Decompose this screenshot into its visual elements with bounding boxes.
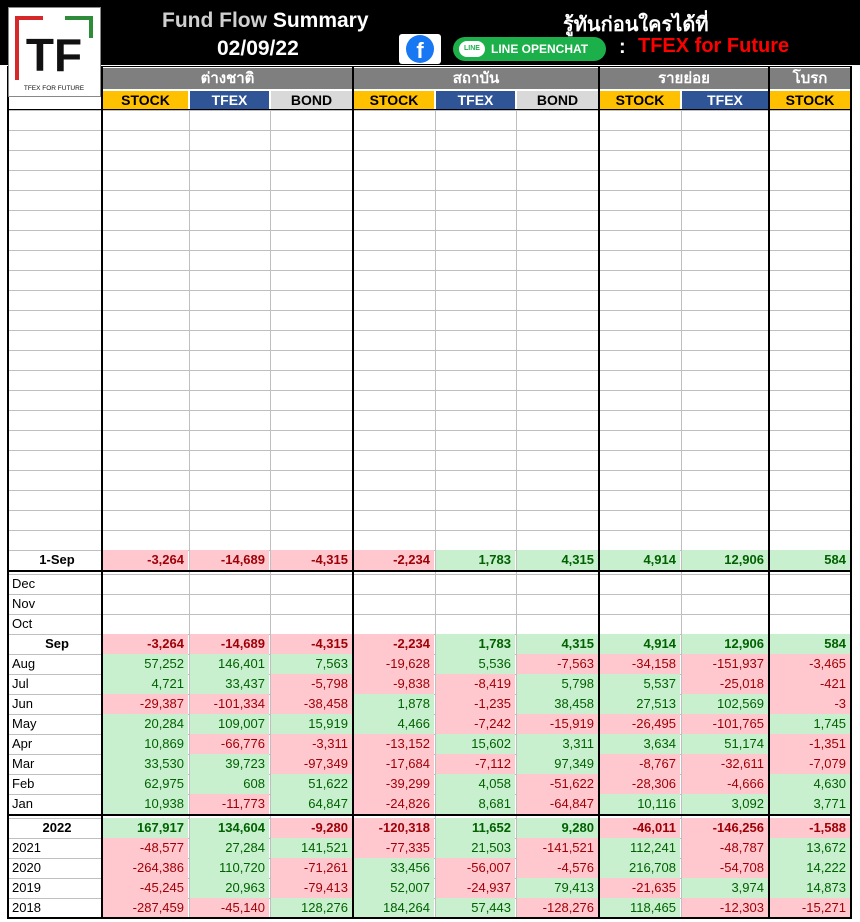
data-cell	[190, 614, 269, 634]
data-cell: 3,634	[600, 734, 680, 754]
data-cell: 27,513	[600, 694, 680, 714]
group-header: รายย่อย	[600, 68, 768, 89]
data-cell: 10,116	[600, 794, 680, 814]
row-label: 2021	[12, 840, 41, 855]
data-cell: -2,234	[354, 550, 434, 570]
row-label: 2018	[12, 900, 41, 915]
data-cell: 3,974	[682, 878, 768, 898]
grid-line	[9, 390, 851, 391]
data-cell: -4,315	[271, 634, 352, 654]
data-cell: 584	[770, 634, 850, 654]
row-label: Aug	[12, 656, 36, 671]
data-cell: 4,630	[770, 774, 850, 794]
row-label: Oct	[12, 616, 33, 631]
data-cell: -14,689	[190, 550, 269, 570]
section-border	[7, 814, 852, 816]
data-cell: -24,826	[354, 794, 434, 814]
data-cell: -151,937	[682, 654, 768, 674]
brand-name: TFEX for Future	[638, 35, 790, 57]
data-cell: -3,311	[271, 734, 352, 754]
data-cell	[770, 574, 850, 594]
data-cell: 38,458	[517, 694, 598, 714]
data-cell: -34,158	[600, 654, 680, 674]
data-cell: -4,576	[517, 858, 598, 878]
data-cell	[354, 614, 434, 634]
data-cell	[517, 614, 598, 634]
section-border	[101, 66, 103, 918]
data-cell: -32,611	[682, 754, 768, 774]
data-cell: -51,622	[517, 774, 598, 794]
row-label: Jun	[12, 696, 33, 711]
grid-line	[9, 150, 851, 151]
data-cell: 14,222	[770, 858, 850, 878]
data-cell: -64,847	[517, 794, 598, 814]
grid-line	[516, 110, 517, 918]
row-label: 2019	[12, 880, 41, 895]
data-cell: -120,318	[354, 818, 434, 838]
data-cell: 11,652	[436, 818, 515, 838]
data-cell: 39,723	[190, 754, 269, 774]
data-cell: 4,721	[103, 674, 188, 694]
data-cell	[103, 574, 188, 594]
data-cell: 20,963	[190, 878, 269, 898]
grid-line	[9, 170, 851, 171]
data-cell: 21,503	[436, 838, 515, 858]
data-cell: -15,271	[770, 898, 850, 918]
data-cell: -12,303	[682, 898, 768, 918]
data-cell: -29,387	[103, 694, 188, 714]
group-header: สถาบัน	[354, 68, 598, 89]
data-cell: 51,174	[682, 734, 768, 754]
data-cell: -54,708	[682, 858, 768, 878]
data-cell: 110,720	[190, 858, 269, 878]
row-label: 1-Sep	[39, 552, 75, 567]
data-cell: -45,140	[190, 898, 269, 918]
row-label: Jan	[12, 796, 33, 811]
data-cell	[600, 594, 680, 614]
grid-line	[9, 470, 851, 471]
data-cell: -21,635	[600, 878, 680, 898]
grid-line	[9, 210, 851, 211]
data-cell: -97,349	[271, 754, 352, 774]
grid-line	[435, 110, 436, 918]
column-header[interactable]: TFEX	[190, 91, 269, 109]
data-cell: -7,112	[436, 754, 515, 774]
data-cell: 4,315	[517, 550, 598, 570]
data-cell: 9,280	[517, 818, 598, 838]
data-cell: 184,264	[354, 898, 434, 918]
data-cell: 12,906	[682, 634, 768, 654]
data-cell: 10,938	[103, 794, 188, 814]
column-header[interactable]: BOND	[271, 91, 352, 109]
row-label: Nov	[12, 596, 36, 611]
group-header: ต่างชาติ	[103, 68, 352, 89]
data-cell: 109,007	[190, 714, 269, 734]
data-cell: 62,975	[103, 774, 188, 794]
data-cell: -3	[770, 694, 850, 714]
data-cell: 1,745	[770, 714, 850, 734]
data-cell	[517, 574, 598, 594]
data-cell: 1,783	[436, 550, 515, 570]
data-cell: -7,079	[770, 754, 850, 774]
data-cell: 33,456	[354, 858, 434, 878]
data-cell: 102,569	[682, 694, 768, 714]
data-cell: 4,914	[600, 550, 680, 570]
data-cell: 3,771	[770, 794, 850, 814]
header-bar	[0, 0, 860, 65]
data-cell: 128,276	[271, 898, 352, 918]
data-cell	[271, 614, 352, 634]
data-cell: 167,917	[103, 818, 188, 838]
data-cell	[190, 594, 269, 614]
grid-line	[681, 110, 682, 918]
data-cell: -287,459	[103, 898, 188, 918]
data-cell	[436, 574, 515, 594]
data-cell: 3,092	[682, 794, 768, 814]
facebook-icon[interactable]	[399, 34, 441, 64]
row-label: 2022	[42, 820, 72, 835]
data-cell: -4,666	[682, 774, 768, 794]
data-cell: -3,264	[103, 550, 188, 570]
data-cell: -48,787	[682, 838, 768, 858]
column-header[interactable]: BOND	[517, 91, 598, 109]
data-cell: -71,261	[271, 858, 352, 878]
data-cell: -79,413	[271, 878, 352, 898]
data-cell: -14,689	[190, 634, 269, 654]
title-part2: Summary	[272, 9, 369, 32]
data-cell: 1,783	[436, 634, 515, 654]
data-cell: 3,311	[517, 734, 598, 754]
data-cell: -26,495	[600, 714, 680, 734]
data-cell: -2,234	[354, 634, 434, 654]
row-label: Dec	[12, 576, 36, 591]
data-cell: -48,577	[103, 838, 188, 858]
data-cell: -9,280	[271, 818, 352, 838]
data-cell: 4,315	[517, 634, 598, 654]
data-cell: -28,306	[600, 774, 680, 794]
data-cell: 146,401	[190, 654, 269, 674]
column-header[interactable]: STOCK	[600, 91, 680, 109]
data-cell: 12,906	[682, 550, 768, 570]
data-cell: 57,443	[436, 898, 515, 918]
grid-line	[9, 350, 851, 351]
row-label: Feb	[12, 776, 35, 791]
grid-line	[9, 530, 851, 531]
data-cell: -3,264	[103, 634, 188, 654]
grid-line	[9, 510, 851, 511]
logo-caption: TFEX FOR FUTURE	[23, 85, 85, 92]
brand-separator: :	[619, 36, 626, 58]
data-cell: 5,798	[517, 674, 598, 694]
data-cell: 5,537	[600, 674, 680, 694]
data-cell: 7,563	[271, 654, 352, 674]
data-cell: -7,242	[436, 714, 515, 734]
data-cell: -4,315	[271, 550, 352, 570]
grid-line	[270, 110, 271, 918]
grid-line	[9, 230, 851, 231]
data-cell: -46,011	[600, 818, 680, 838]
data-cell: -264,386	[103, 858, 188, 878]
data-cell: -39,299	[354, 774, 434, 794]
data-cell: -128,276	[517, 898, 598, 918]
data-cell: 608	[190, 774, 269, 794]
data-cell: -1,351	[770, 734, 850, 754]
data-cell: -9,838	[354, 674, 434, 694]
data-cell: -3,465	[770, 654, 850, 674]
data-cell: 4,466	[354, 714, 434, 734]
data-cell: -25,018	[682, 674, 768, 694]
data-cell: 79,413	[517, 878, 598, 898]
column-header[interactable]: TFEX	[682, 91, 768, 109]
section-border	[352, 66, 354, 918]
data-cell	[600, 574, 680, 594]
grid-line	[9, 310, 851, 311]
data-cell: -1,588	[770, 818, 850, 838]
data-cell: -15,919	[517, 714, 598, 734]
data-cell: 33,530	[103, 754, 188, 774]
data-cell	[682, 614, 768, 634]
data-cell: 97,349	[517, 754, 598, 774]
data-cell: 584	[770, 550, 850, 570]
data-cell	[436, 614, 515, 634]
tagline: รู้ทันก่อนใครได้ที่	[563, 14, 709, 36]
data-cell: -421	[770, 674, 850, 694]
data-cell: -66,776	[190, 734, 269, 754]
data-cell	[271, 574, 352, 594]
column-header[interactable]: STOCK	[103, 91, 188, 109]
data-cell	[770, 594, 850, 614]
data-cell: -38,458	[271, 694, 352, 714]
data-cell	[682, 574, 768, 594]
data-cell	[770, 614, 850, 634]
section-border	[7, 66, 9, 918]
data-cell: -56,007	[436, 858, 515, 878]
data-cell: 216,708	[600, 858, 680, 878]
data-cell: 118,465	[600, 898, 680, 918]
data-cell: 15,602	[436, 734, 515, 754]
data-cell: 15,919	[271, 714, 352, 734]
section-border	[7, 917, 852, 919]
data-cell	[103, 614, 188, 634]
column-header[interactable]: TFEX	[436, 91, 515, 109]
data-cell: -24,937	[436, 878, 515, 898]
grid-line	[9, 410, 851, 411]
section-border	[7, 66, 852, 67]
row-label: Jul	[12, 676, 29, 691]
data-cell: 20,284	[103, 714, 188, 734]
section-border	[768, 66, 770, 918]
data-cell: -141,521	[517, 838, 598, 858]
row-label: Sep	[45, 636, 69, 651]
data-cell: 10,869	[103, 734, 188, 754]
section-border	[7, 109, 852, 110]
line-openchat-label: LINE OPENCHAT	[491, 42, 589, 56]
data-cell	[354, 594, 434, 614]
tfex-logo	[8, 7, 101, 97]
page-title	[162, 9, 369, 33]
data-cell: 134,604	[190, 818, 269, 838]
data-cell	[190, 574, 269, 594]
data-cell: -101,765	[682, 714, 768, 734]
grid-line	[9, 270, 851, 271]
grid-line	[9, 330, 851, 331]
data-cell: 57,252	[103, 654, 188, 674]
data-cell: 64,847	[271, 794, 352, 814]
data-cell: 4,058	[436, 774, 515, 794]
data-cell: -11,773	[190, 794, 269, 814]
data-cell: 13,672	[770, 838, 850, 858]
data-cell	[600, 614, 680, 634]
data-cell: 8,681	[436, 794, 515, 814]
data-cell: 51,622	[271, 774, 352, 794]
line-openchat-badge[interactable]	[453, 37, 606, 61]
grid-line	[9, 290, 851, 291]
data-cell: 52,007	[354, 878, 434, 898]
grid-line	[9, 110, 851, 111]
grid-line	[9, 490, 851, 491]
data-cell: -77,335	[354, 838, 434, 858]
grid-line	[9, 430, 851, 431]
grid-line	[9, 370, 851, 371]
section-border	[7, 570, 852, 572]
grid-line	[9, 130, 851, 131]
data-cell: -8,419	[436, 674, 515, 694]
grid-line	[9, 190, 851, 191]
data-cell	[354, 574, 434, 594]
data-cell	[682, 594, 768, 614]
group-header: โบรก	[770, 68, 850, 89]
data-cell: -5,798	[271, 674, 352, 694]
data-cell: -8,767	[600, 754, 680, 774]
data-cell: 5,536	[436, 654, 515, 674]
section-border	[850, 66, 852, 918]
data-cell: -13,152	[354, 734, 434, 754]
data-cell: -101,334	[190, 694, 269, 714]
column-header[interactable]: STOCK	[354, 91, 434, 109]
line-icon: LINE	[459, 41, 485, 57]
data-cell: 14,873	[770, 878, 850, 898]
data-cell: 141,521	[271, 838, 352, 858]
row-label: 2020	[12, 860, 41, 875]
section-border	[598, 66, 600, 918]
facebook-glyph: f	[406, 35, 434, 63]
data-cell: -1,235	[436, 694, 515, 714]
data-cell	[271, 594, 352, 614]
logo-mark-icon	[9, 8, 100, 96]
data-cell: 27,284	[190, 838, 269, 858]
data-cell: 33,437	[190, 674, 269, 694]
data-cell: 4,914	[600, 634, 680, 654]
column-header[interactable]: STOCK	[770, 91, 850, 109]
data-cell: 112,241	[600, 838, 680, 858]
data-cell	[436, 594, 515, 614]
data-cell	[103, 594, 188, 614]
logo-letters: TF	[25, 29, 83, 81]
data-cell: 1,878	[354, 694, 434, 714]
data-cell: -7,563	[517, 654, 598, 674]
data-cell	[517, 594, 598, 614]
grid-line	[9, 450, 851, 451]
grid-line	[9, 250, 851, 251]
row-label: Apr	[12, 736, 33, 751]
data-cell: -19,628	[354, 654, 434, 674]
grid-line	[189, 110, 190, 918]
report-date: 02/09/22	[217, 37, 299, 60]
row-label: May	[12, 716, 37, 731]
row-label: Mar	[12, 756, 35, 771]
data-cell: -45,245	[103, 878, 188, 898]
data-cell: -17,684	[354, 754, 434, 774]
data-cell: -146,256	[682, 818, 768, 838]
title-part1: Fund Flow	[162, 9, 267, 32]
